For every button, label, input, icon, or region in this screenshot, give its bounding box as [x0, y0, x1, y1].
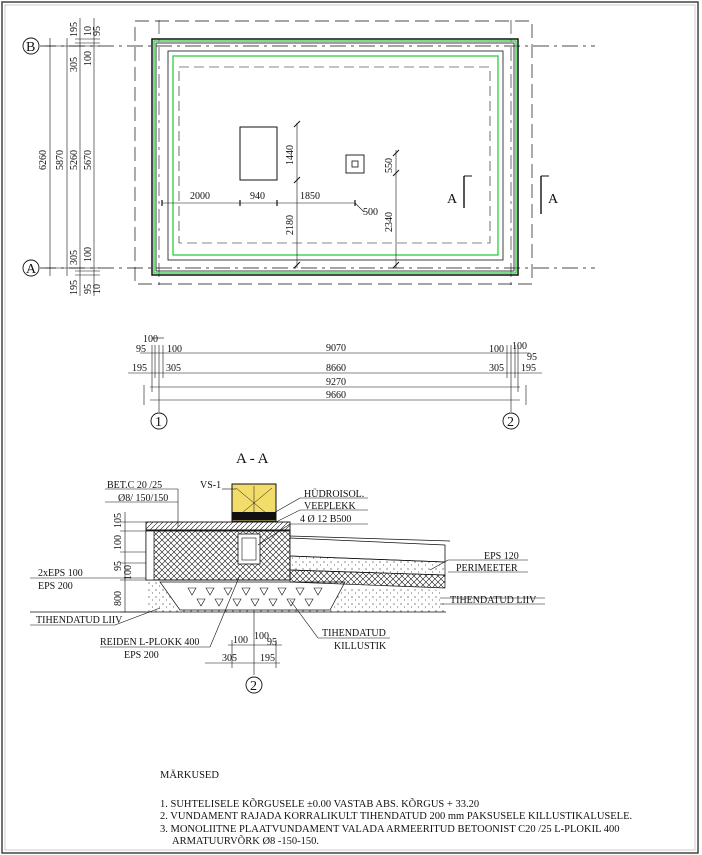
dim-bot-100: 100	[83, 247, 94, 262]
label-perimeter: PERIMEETER	[456, 563, 518, 574]
label-veeplekk: VEEPLEKK	[304, 501, 356, 512]
l-block	[146, 530, 290, 580]
dim-bot-195: 195	[69, 280, 80, 295]
dim-r2-100r2: 100	[512, 341, 527, 352]
dim-bot-10: 10	[92, 284, 103, 294]
section-title: A - A	[236, 451, 269, 467]
label-liiv-right: TIHENDATUD LIIV	[450, 595, 537, 606]
sec-dim-800: 800	[113, 591, 124, 606]
label-eps200b: EPS 200	[124, 650, 159, 661]
dim-550: 550	[384, 158, 395, 173]
dim-9270: 9270	[326, 377, 346, 388]
axis-1-label: 1	[155, 415, 162, 430]
label-tihendatud: TIHENDATUD	[322, 628, 386, 639]
label-eps200a: EPS 200	[38, 581, 73, 592]
dim-r2-95r: 95	[527, 352, 537, 363]
dim-r2-100l: 100	[167, 344, 182, 355]
dim-r1-95l: 95	[136, 344, 146, 355]
dim-r1-100l: 100	[143, 334, 158, 345]
dim-1850: 1850	[300, 191, 320, 202]
sec-dim-105: 105	[113, 513, 124, 528]
notes-block	[160, 770, 700, 849]
dim-500: 500	[363, 207, 378, 218]
sec-dim-95: 95	[113, 561, 124, 571]
dim-5870: 5870	[55, 150, 66, 170]
dim-2180: 2180	[285, 215, 296, 235]
column-footing	[240, 127, 277, 180]
dim-r3-305r: 305	[489, 363, 504, 374]
drain-box	[346, 155, 364, 173]
sec-dim-100: 100	[113, 535, 124, 550]
dim-top-195: 195	[69, 22, 80, 37]
dim-top-95: 95	[92, 26, 103, 36]
note-item: ARMATUURVÕRK Ø8 -150-150.	[172, 836, 320, 847]
label-hydro: HÜDROISOL.	[304, 489, 365, 500]
dim-top-305: 305	[69, 57, 80, 72]
sec-dim-195: 195	[260, 653, 275, 664]
dim-bot-305: 305	[69, 250, 80, 265]
section-mark-left: A	[447, 192, 458, 207]
dim-bot-95: 95	[83, 284, 94, 294]
notes-title: MÄRKUSED	[160, 770, 219, 781]
sheet-border	[2, 2, 698, 853]
dim-r3-195l: 195	[132, 363, 147, 374]
dim-5260: 5260	[69, 150, 80, 170]
dim-r3-305l: 305	[166, 363, 181, 374]
dim-top-100: 100	[83, 51, 94, 66]
sec-dim-100b: 100	[123, 565, 134, 580]
note-item: 1. SUHTELISELE KÕRGUSELE ±0.00 VASTAB ABS. KÕRGUS + 33.20	[160, 798, 480, 810]
label-reiden: REIDEN L-PLOKK 400	[100, 637, 200, 648]
dim-r2-100r: 100	[489, 344, 504, 355]
label-eps120: EPS 120	[484, 551, 519, 562]
label-rebar: Ø8/ 150/150	[118, 493, 169, 504]
label-vs1: VS-1	[200, 480, 222, 491]
dim-2000: 2000	[190, 191, 210, 202]
label-eps100: 2xEPS 100	[38, 568, 83, 579]
note-item: 2. VUNDAMENT RAJADA KORRALIKULT TIHENDATUD 200 mm PAKSUSELE KILLUSTIKALUSELE.	[160, 811, 633, 822]
perimeter-insulation	[154, 41, 516, 273]
sec-dim-100b: 100	[254, 631, 269, 642]
label-bet: BET.C 20 /25	[107, 480, 163, 491]
sec-dim-100: 100	[233, 635, 248, 646]
dim-1440: 1440	[285, 145, 296, 165]
dim-9070: 9070	[326, 343, 346, 354]
dim-8660: 8660	[326, 363, 346, 374]
section-mark-right: A	[548, 192, 559, 207]
sec-dim-95: 95	[267, 637, 277, 648]
label-liiv-left: TIHENDATUD LIIV	[36, 615, 123, 626]
note-item: 3. MONOLIITNE PLAATVUNDAMENT VALADA ARMEERITUD BETOONIST C20 /25 L-PLOKIL 400	[160, 823, 620, 835]
axis-2-label: 2	[507, 415, 514, 430]
label-bars: 4 Ø 12 B500	[300, 514, 352, 525]
dim-9660: 9660	[326, 390, 346, 401]
axis-B-label: B	[26, 40, 36, 55]
dim-2340: 2340	[384, 212, 395, 232]
label-killustik: KILLUSTIK	[334, 641, 387, 652]
axis-A-label: A	[26, 262, 37, 277]
section-axis-2: 2	[250, 679, 257, 694]
sec-dim-305: 305	[222, 653, 237, 664]
foundation-plan	[23, 18, 595, 430]
section-a-a	[30, 451, 545, 694]
dim-5670: 5670	[83, 150, 94, 170]
dim-940: 940	[250, 191, 265, 202]
dim-6260: 6260	[38, 150, 49, 170]
dim-r3-195r: 195	[521, 363, 536, 374]
dim-top-10: 10	[83, 26, 94, 36]
